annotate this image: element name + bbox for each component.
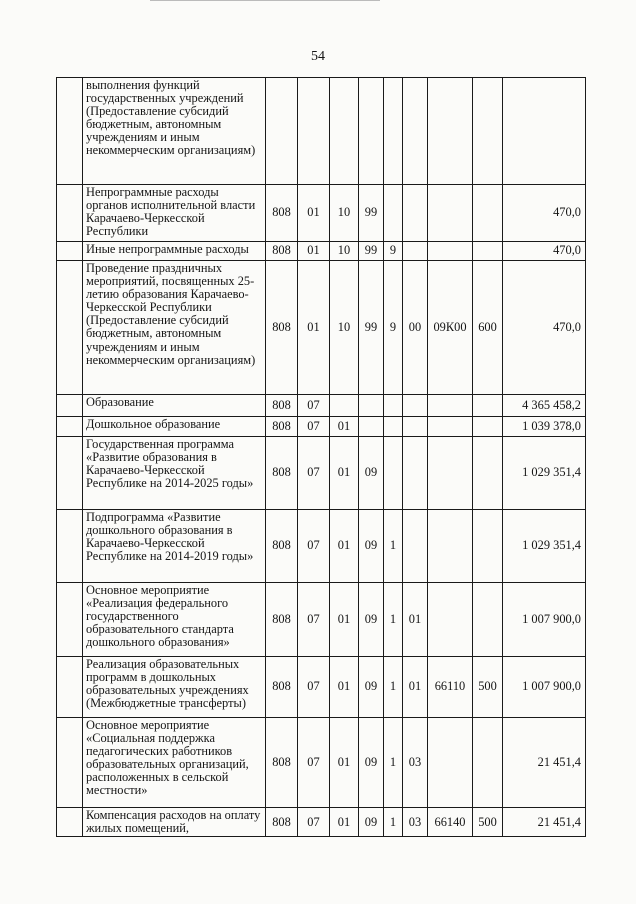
ved-code: 808 bbox=[266, 583, 298, 657]
subprogram-code: 9 bbox=[384, 242, 403, 261]
table-row bbox=[57, 583, 586, 657]
program-code: 09 bbox=[359, 718, 384, 808]
activity-code: 03 bbox=[403, 718, 428, 808]
section-code: 01 bbox=[298, 261, 330, 395]
program-code: 09 bbox=[359, 808, 384, 837]
expense-type-code: 500 bbox=[473, 657, 503, 718]
item-name: Компенсация расходов на оплату жилых помещений, bbox=[83, 808, 266, 837]
subsection-code: 01 bbox=[330, 583, 359, 657]
ved-code: 808 bbox=[266, 808, 298, 837]
program-code: 09 bbox=[359, 510, 384, 583]
subsection-code: 01 bbox=[330, 417, 359, 437]
amount: 470,0 bbox=[503, 242, 586, 261]
table-row bbox=[57, 395, 586, 417]
activity-code bbox=[403, 417, 428, 437]
section-code: 07 bbox=[298, 657, 330, 718]
amount: 1 029 351,4 bbox=[503, 510, 586, 583]
expense-type-code bbox=[473, 583, 503, 657]
blank-cell bbox=[57, 808, 83, 837]
item-name: Подпрограмма «Развитие дошкольного образования в Карачаево-Черкесской Республике на 2014-2019 годы» bbox=[83, 510, 266, 583]
subsection-code: 10 bbox=[330, 242, 359, 261]
amount bbox=[503, 78, 586, 185]
blank-cell bbox=[57, 510, 83, 583]
section-code: 07 bbox=[298, 395, 330, 417]
table-row bbox=[57, 510, 586, 583]
program-code bbox=[359, 417, 384, 437]
subprogram-code bbox=[384, 417, 403, 437]
expense-type-code: 600 bbox=[473, 261, 503, 395]
amount: 4 365 458,2 bbox=[503, 395, 586, 417]
subprogram-code: 1 bbox=[384, 657, 403, 718]
table-row bbox=[57, 261, 586, 395]
activity-code bbox=[403, 185, 428, 242]
amount: 1 039 378,0 bbox=[503, 417, 586, 437]
ved-code: 808 bbox=[266, 242, 298, 261]
expense-type-code: 500 bbox=[473, 808, 503, 837]
table-row bbox=[57, 242, 586, 261]
blank-cell bbox=[57, 242, 83, 261]
activity-code bbox=[403, 510, 428, 583]
blank-cell bbox=[57, 185, 83, 242]
subprogram-code: 1 bbox=[384, 718, 403, 808]
subprogram-code: 1 bbox=[384, 808, 403, 837]
direction-code: 09К00 bbox=[428, 261, 473, 395]
direction-code bbox=[428, 242, 473, 261]
ved-code: 808 bbox=[266, 657, 298, 718]
section-code: 07 bbox=[298, 583, 330, 657]
amount: 470,0 bbox=[503, 185, 586, 242]
subsection-code bbox=[330, 395, 359, 417]
subprogram-code: 1 bbox=[384, 583, 403, 657]
subprogram-code bbox=[384, 78, 403, 185]
ved-code: 808 bbox=[266, 437, 298, 510]
amount: 21 451,4 bbox=[503, 718, 586, 808]
program-code: 09 bbox=[359, 437, 384, 510]
amount: 470,0 bbox=[503, 261, 586, 395]
blank-cell bbox=[57, 78, 83, 185]
section-code: 01 bbox=[298, 185, 330, 242]
item-name: Реализация образовательных программ в дошкольных образовательных учреждениях (Межбюджетные трансферты) bbox=[83, 657, 266, 718]
page-number: 54 bbox=[311, 49, 325, 64]
budget-table bbox=[56, 77, 586, 837]
expense-type-code bbox=[473, 437, 503, 510]
activity-code bbox=[403, 395, 428, 417]
direction-code: 66110 bbox=[428, 657, 473, 718]
program-code bbox=[359, 78, 384, 185]
item-name: Проведение праздничных мероприятий, посвященных 25-летию образования Карачаево-Черкесской Республики (Предоставление субсидий бюджетным, автономным учреждениям и иным некоммерческим организациям) bbox=[83, 261, 266, 395]
expense-type-code bbox=[473, 417, 503, 437]
expense-type-code bbox=[473, 78, 503, 185]
section-code: 07 bbox=[298, 718, 330, 808]
expense-type-code bbox=[473, 242, 503, 261]
ved-code: 808 bbox=[266, 395, 298, 417]
subprogram-code: 9 bbox=[384, 261, 403, 395]
program-code: 09 bbox=[359, 657, 384, 718]
subprogram-code bbox=[384, 395, 403, 417]
amount: 1 007 900,0 bbox=[503, 583, 586, 657]
section-code: 01 bbox=[298, 242, 330, 261]
section-code bbox=[298, 78, 330, 185]
item-name: Образование bbox=[83, 395, 266, 417]
activity-code: 01 bbox=[403, 583, 428, 657]
expense-type-code bbox=[473, 185, 503, 242]
table-row bbox=[57, 78, 586, 185]
section-code: 07 bbox=[298, 437, 330, 510]
subsection-code: 01 bbox=[330, 510, 359, 583]
activity-code: 01 bbox=[403, 657, 428, 718]
amount: 1 007 900,0 bbox=[503, 657, 586, 718]
table-row bbox=[57, 808, 586, 837]
blank-cell bbox=[57, 657, 83, 718]
item-name: Государственная программа «Развитие образования в Карачаево-Черкесской Республике на 2014-2025 годы» bbox=[83, 437, 266, 510]
activity-code: 03 bbox=[403, 808, 428, 837]
blank-cell bbox=[57, 395, 83, 417]
direction-code bbox=[428, 718, 473, 808]
direction-code: 66140 bbox=[428, 808, 473, 837]
ved-code: 808 bbox=[266, 417, 298, 437]
activity-code: 00 bbox=[403, 261, 428, 395]
subprogram-code bbox=[384, 437, 403, 510]
blank-cell bbox=[57, 437, 83, 510]
direction-code bbox=[428, 185, 473, 242]
direction-code bbox=[428, 395, 473, 417]
table-row bbox=[57, 437, 586, 510]
ved-code bbox=[266, 78, 298, 185]
amount: 21 451,4 bbox=[503, 808, 586, 837]
table-row bbox=[57, 718, 586, 808]
direction-code bbox=[428, 437, 473, 510]
item-name: выполнения функций государственных учреждений (Предоставление субсидий бюджетным, автономным учреждениям и иным некоммерческим организациям) bbox=[83, 78, 266, 185]
direction-code bbox=[428, 417, 473, 437]
direction-code bbox=[428, 78, 473, 185]
table-row bbox=[57, 417, 586, 437]
subsection-code: 10 bbox=[330, 185, 359, 242]
activity-code bbox=[403, 78, 428, 185]
subsection-code: 01 bbox=[330, 437, 359, 510]
program-code: 99 bbox=[359, 185, 384, 242]
expense-type-code bbox=[473, 395, 503, 417]
item-name: Иные непрограммные расходы bbox=[83, 242, 266, 261]
item-name: Дошкольное образование bbox=[83, 417, 266, 437]
ved-code: 808 bbox=[266, 261, 298, 395]
subprogram-code: 1 bbox=[384, 510, 403, 583]
section-code: 07 bbox=[298, 510, 330, 583]
ved-code: 808 bbox=[266, 718, 298, 808]
program-code: 99 bbox=[359, 242, 384, 261]
amount: 1 029 351,4 bbox=[503, 437, 586, 510]
direction-code bbox=[428, 583, 473, 657]
expense-type-code bbox=[473, 510, 503, 583]
ved-code: 808 bbox=[266, 185, 298, 242]
blank-cell bbox=[57, 261, 83, 395]
program-code: 99 bbox=[359, 261, 384, 395]
subsection-code: 01 bbox=[330, 657, 359, 718]
blank-cell bbox=[57, 583, 83, 657]
table-row bbox=[57, 185, 586, 242]
subsection-code bbox=[330, 78, 359, 185]
table-row bbox=[57, 657, 586, 718]
scan-top-edge-line bbox=[150, 0, 380, 1]
section-code: 07 bbox=[298, 417, 330, 437]
direction-code bbox=[428, 510, 473, 583]
program-code bbox=[359, 395, 384, 417]
blank-cell bbox=[57, 417, 83, 437]
item-name: Непрограммные расходы органов исполнительной власти Карачаево-Черкесской Республики bbox=[83, 185, 266, 242]
item-name: Основное мероприятие «Реализация федерального государственного образовательного стандарта дошкольного образования» bbox=[83, 583, 266, 657]
expense-type-code bbox=[473, 718, 503, 808]
subprogram-code bbox=[384, 185, 403, 242]
section-code: 07 bbox=[298, 808, 330, 837]
subsection-code: 01 bbox=[330, 718, 359, 808]
blank-cell bbox=[57, 718, 83, 808]
ved-code: 808 bbox=[266, 510, 298, 583]
item-name: Основное мероприятие «Социальная поддержка педагогических работников образовательных организаций, расположенных в сельской местности» bbox=[83, 718, 266, 808]
activity-code bbox=[403, 437, 428, 510]
program-code: 09 bbox=[359, 583, 384, 657]
activity-code bbox=[403, 242, 428, 261]
subsection-code: 01 bbox=[330, 808, 359, 837]
subsection-code: 10 bbox=[330, 261, 359, 395]
